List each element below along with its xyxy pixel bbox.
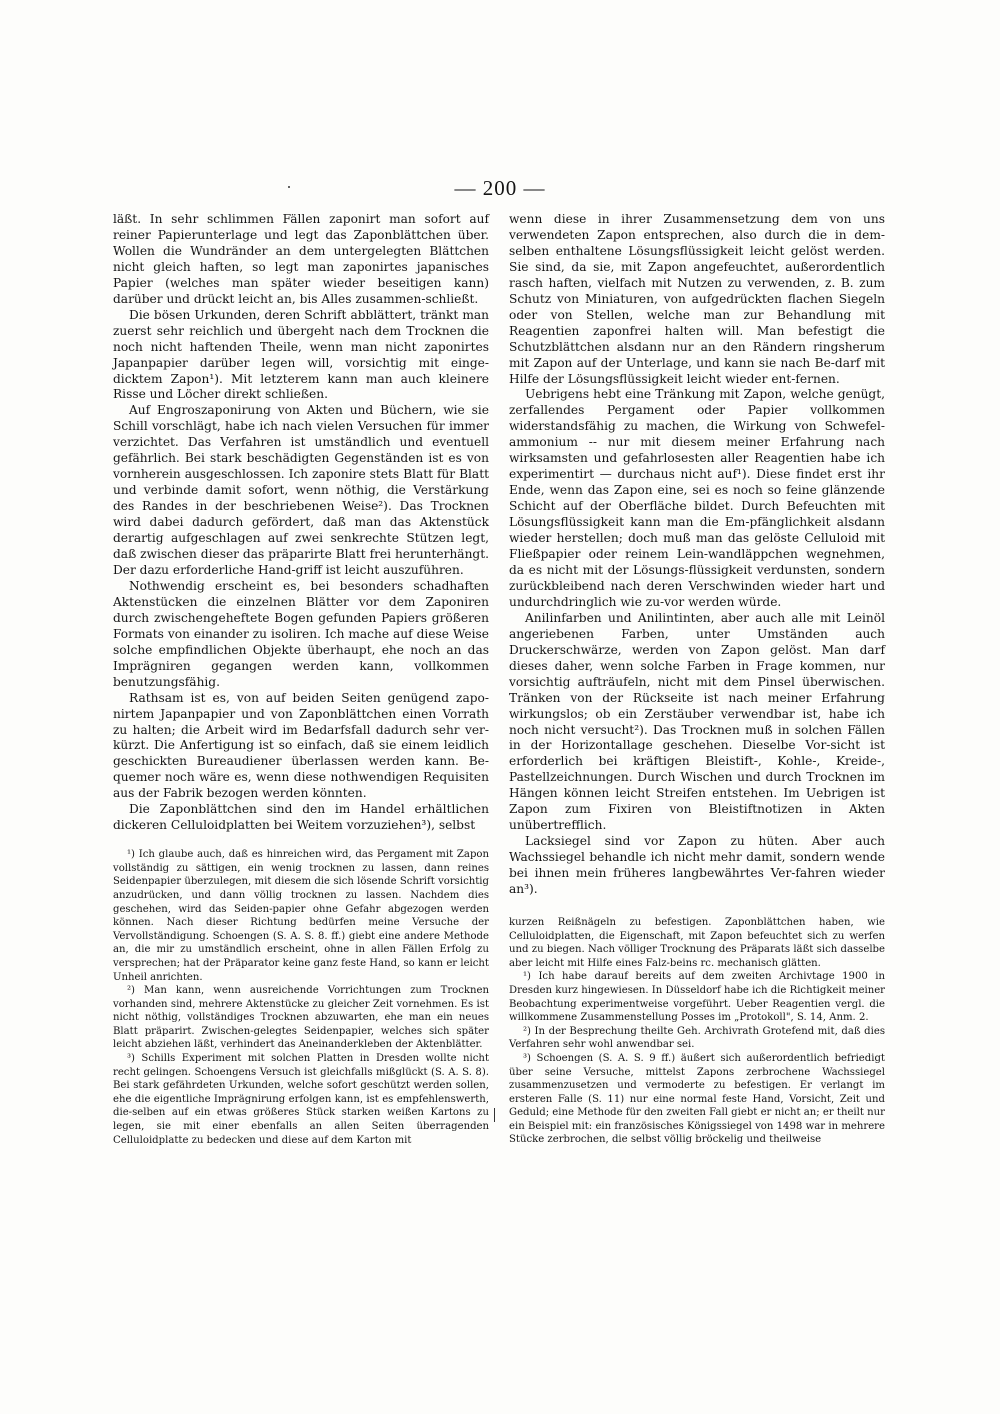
paragraph: Rathsam ist es, von auf beiden Seiten genügend zapo-nirtem Japanpapier und von Zaponblättchen einen Vorrath zu halten; die Arbeit wird im Bedarfsfall dadurch sehr ver-kürzt. Die Anfertigung ist so einfach, daß sie einem leidlich geschickten Bureaudiener überlassen werden kann. Be-quemer noch wäre es, wenn diese nothwendigen Requisiten aus der Fabrik bezogen werden könnten. <box>113 690 489 801</box>
footnote: ²) Man kann, wenn ausreichende Vorrichtungen zum Trocknen vorhanden sind, mehrere Aktenstücke zu gleicher Zeit vornehmen. Es ist nicht nöthig, vollständiges Trocknen abzuwarten, ehe man ein neues Blatt präparirt. Zwischen-gelegtes Seidenpapier, welches sich später leicht abziehen läßt, verhindert das Aneinanderkleben der Aktenblätter. <box>113 985 489 1051</box>
footnote: ³) Schoengen (S. A. S. 9 ff.) äußert sich außerordentlich befriedigt über seine Versuche, mittelst Zapons zerbrochene Wachssiegel zusammenzusetzen und vermoderte zu befestigen. Er verlangt im ersteren Falle (S. 11) nur eine normal feste Hand, Vorsicht, Zeit und Geduld; eine Methode für den zweiten Fall giebt er nicht an; er theilt nur ein Beispiel mit: ein französisches Königssiegel von 1498 war in mehrere Stücke zerbrochen, die selbst völlig bröckelig und theilweise <box>509 1052 885 1146</box>
right-footnotes <box>509 916 885 1147</box>
column-mark <box>494 1108 495 1122</box>
paragraph: Die bösen Urkunden, deren Schrift abblättert, tränkt man zuerst sehr reichlich und übergeht nach dem Trocknen die noch nicht haftenden Theile, wenn man nicht zaponirtes Japanpapier darüber legen will, vorsichtig mit einge-dicktem Zapon¹). Mit letzterem kann man auch kleinere Risse und Löcher direkt schließen. <box>113 307 489 402</box>
paragraph: Lacksiegel sind vor Zapon zu hüten. Aber auch Wachssiegel behandle ich nicht mehr damit, sondern wende bei ihnen mein früheres langbewährtes Ver-fahren wieder an³). <box>509 834 885 897</box>
right-column <box>509 212 885 1147</box>
left-column <box>113 212 489 1147</box>
paragraph: Die Zaponblättchen sind den im Handel erhältlichen dickeren Celluloidplatten bei Weitem vorzuziehen³), selbst <box>113 802 489 833</box>
left-footnotes <box>113 848 489 1147</box>
right-body-text <box>509 212 885 898</box>
footnote: ¹) Ich glaube auch, daß es hinreichen wird, das Pergament mit Zapon vollständig zu sättigen, ein wenig trocknen zu lassen, dann reines Seidenpapier überzulegen, mit diesem die sich lösende Schrift vorsichtig anzudrücken, und dann völlig trocknen zu lassen. Nachdem dies geschehen, wird das Seiden-papier ohne Gefahr abgezogen werden können. Nach dieser Richtung bedürfen meine Versuche der Vervollständigung. Schoengen (S. A. S. 8. ff.) giebt eine andere Methode an, die mir zu umständlich erscheint, ohne in allen Fällen Erfolg zu versprechen; hat der Präparator keine ganz feste Hand, so kann er leicht Unheil anrichten. <box>113 849 489 983</box>
footnote-continuation: kurzen Reißnägeln zu befestigen. Zaponblättchen haben, wie Celluloidplatten, die Eigenschaft, mit Zapon befeuchtet sich zu werfen und zu biegen. Nach völliger Trocknung des Präparats läßt sich dasselbe aber leicht mit Hilfe eines Falz-beins rc. mechanisch glätten. <box>509 916 885 969</box>
paragraph: läßt. In sehr schlimmen Fällen zaponirt man sofort auf reiner Papierunterlage und legt das Zaponblättchen über. Wollen die Wundränder an dem untergelegten Blättchen nicht gleich haften, so legt man zaponirtes japanisches Papier (welches man später wieder beseitigen kann) darüber und drückt leicht an, bis Alles zusammen-schließt. <box>113 212 489 306</box>
paragraph: Nothwendig erscheint es, bei besonders schadhaften Aktenstücken die einzelnen Blätter vor dem Zaponiren durch zwischengeheftete Bogen gefunden Papiers größeren Formats von einander zu isoliren. Ich mache auf diese Weise solche empfindlichen Objekte überhaupt, ehe noch an das Imprägniren gegangen werden kann, vollkommen benutzungsfähig. <box>113 578 489 689</box>
paragraph: wenn diese in ihrer Zusammensetzung dem von uns verwendeten Zapon entsprechen, also durch die in dem-selben enthaltene Lösungsflüssigkeit leicht gelöst werden. Sie sind, da sie, mit Zapon angefeuchtet, außerordentlich rasch haften, vielfach mit Nutzen zu verwenden, z. B. zum Schutz von Miniaturen, von aufgedrückten flachen Siegeln oder von Stellen, welche man zur Behandlung mit Reagentien zaponfrei halten will. Man befestigt die Schutzblättchen alsdann nur an den Rändern ringsherum mit Zapon auf der Unterlage, und kann sie nach Be-darf mit Hilfe der Lösungsflüssigkeit leicht wieder ent-fernen. <box>509 212 885 386</box>
footnote: ³) Schills Experiment mit solchen Platten in Dresden wollte nicht recht gelingen. Schoengens Versuch ist gleichfalls mißglückt (S. A. S. 8). Bei stark gefährdeten Urkunden, welche sofort geschützt werden sollen, ehe die eigentliche Imprägnirung erfolgen kann, ist es empfehlenswerth, die-selben auf ein etwas größeres Stück starken weißen Kartons zu legen, sie mit einer ebenfalls an allen Seiten überragenden Celluloidplatte zu bedecken und diese auf dem Karton mit <box>113 1053 489 1146</box>
paragraph: Auf Engroszaponirung von Akten und Büchern, wie sie Schill vorschlägt, habe ich nach vielen Versuchen für immer verzichtet. Das Verfahren ist umständlich und eventuell gefährlich. Bei stark beschädigten Gegenständen ist es von vornherein ausgeschlossen. Ich zaponire stets Blatt für Blatt und verbinde damit sofort, wenn nöthig, die Verstärkung des Randes in der beschriebenen Weise²). Das Trocknen wird dabei dadurch gefördert, daß man das Aktenstück derartig aufgeschlagen auf zwei senkrechte Stützen legt, daß zwischen dieser das präparirte Blatt frei herunterhängt. Der dazu erforderliche Hand-griff ist leicht auszuführen. <box>113 403 489 577</box>
paragraph: Anilinfarben und Anilintinten, aber auch alle mit Leinöl angeriebenen Farben, unter Umständen auch Druckerschwärze, werden von Zapon gelöst. Man darf dieses daher, wenn solche Farben in Frage kommen, nur vorsichtig aufträufeln, nicht mit dem Pinsel überwischen. Tränken von der Rückseite ist nach meiner Erfahrung wirkungslos; ob ein Zerstäuber verwendbar ist, habe ich noch nicht versucht²). Das Trocknen muß in solchen Fällen in der Horizontallage geschehen. Dieselbe Vor-sicht ist erforderlich bei kräftigen Bleistift-, Kohle-, Kreide-, Pastellzeichnungen. Durch Wischen und durch Trocknen im Hängen können leicht Streifen entstehen. Im Uebrigen ist Zapon zum Fixiren von Bleistiftnotizen in Akten unübertrefflich. <box>509 610 885 833</box>
paragraph: Uebrigens hebt eine Tränkung mit Zapon, welche genügt, zerfallendes Pergament oder Papier vollkommen widerstandsfähig zu machen, die Wirkung von Schwefel-ammonium -- nur mit diesem meiner Erfahrung nach wirksamsten und gefahrlosesten aller Reagentien habe ich experimentirt — durchaus nicht auf¹). Diese findet erst ihr Ende, wenn das Zapon eine, sei es noch so feine glänzende Schicht auf der Oberfläche bildet. Durch Befeuchten mit Lösungsflüssigkeit kann man die Em-pfänglichkeit alsdann wieder herstellen; doch muß man das gelöste Celluloid mit Fließpapier oder reinem Lein-wandläppchen wegnehmen, da es nicht mit der Lösungs-flüssigkeit verdunsten, sondern zurückbleibend nach deren Verschwinden wieder hart und undurchdringlich wie zu-vor werden würde. <box>509 387 885 609</box>
page-number: — 200 — <box>454 176 546 200</box>
left-body-text <box>113 212 489 834</box>
footnote: ²) In der Besprechung theilte Geh. Archivrath Grotefend mit, daß dies Verfahren sehr wohl anwendbar sei. <box>509 1025 885 1051</box>
footnote: ¹) Ich habe darauf bereits auf dem zweiten Archivtage 1900 in Dresden kurz hingewiesen. In Düsseldorf habe ich die Richtigkeit meiner Beobachtung experimentweise vorgeführt. Ueber Reagentien vergl. die willkommene Zusammenstellung Posses im „Protokoll", S. 14, Anm. 2. <box>509 971 885 1024</box>
